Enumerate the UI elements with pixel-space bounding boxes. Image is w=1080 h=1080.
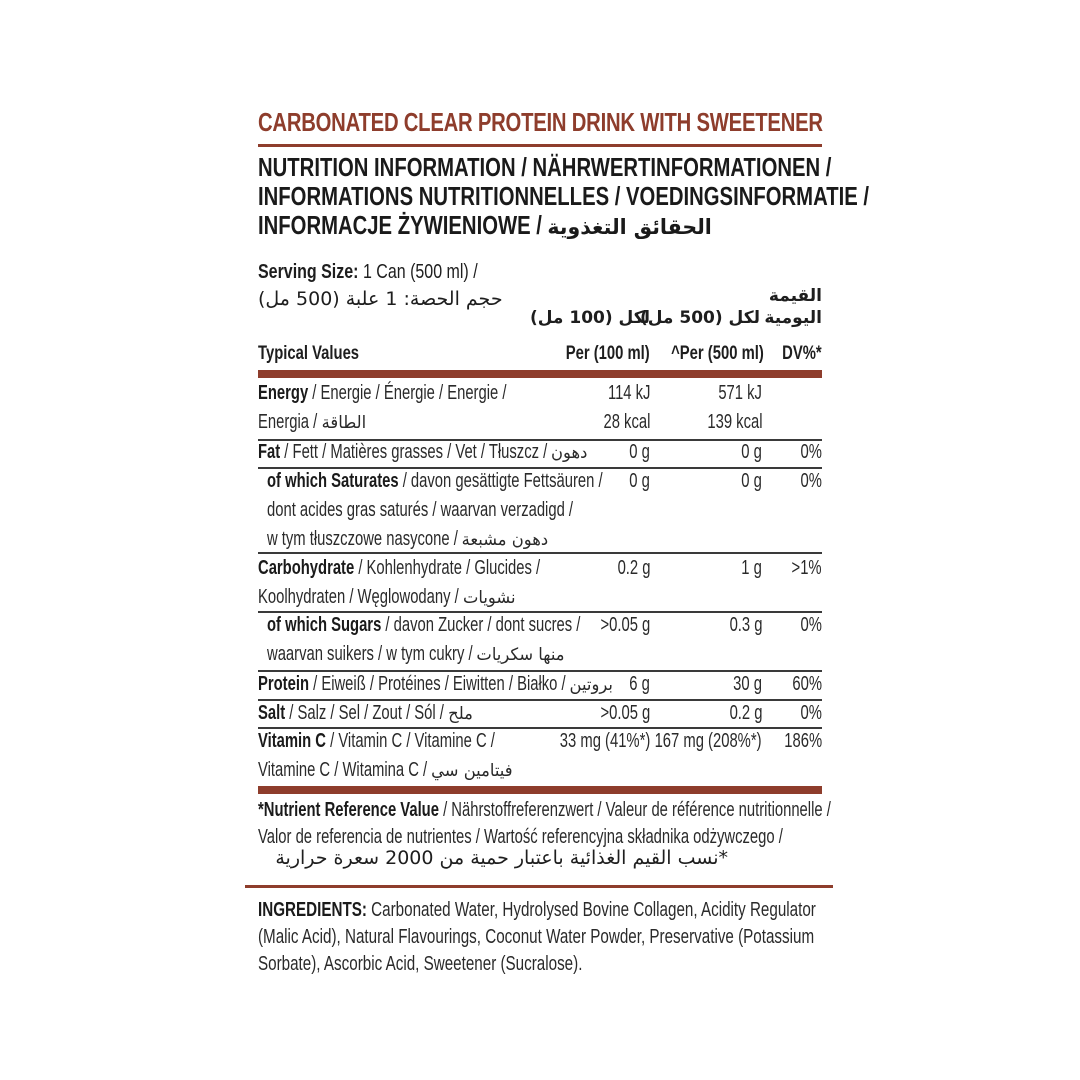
footnote-arabic: *نسب القيم الغذائية باعتبار حمية من 2000 سعرة حرارية (275, 847, 728, 869)
dv-header-arabic-1: القيمة (768, 286, 822, 306)
serving-size-arabic: حجم الحصة: 1 علبة (500 مل) (258, 288, 503, 310)
ingredients-divider (245, 885, 833, 888)
row-energy (258, 379, 506, 438)
heading-line-1: NUTRITION INFORMATION / NÄHRWERTINFORMATIONEN / (258, 152, 832, 182)
nutrition-heading (258, 152, 870, 242)
carbohydrate-translations-2: Koolhydraten / Węglowodany / (258, 586, 463, 608)
per100-header-arabic: لكل (100 مل) (529, 308, 650, 328)
dv-header-arabic-2: اليومية (764, 308, 822, 328)
footnote-translations: / Nährstoffreferenzwert / Valeur de référence nutritionnelle / (438, 799, 831, 821)
ingredients-text: Carbonated Water, Hydrolysed Bovine Collagen, Acidity Regulator (Malic Acid), Natural Flavourings, Coconut Water Powder, Preservative (Potassium Sorbate), Ascorbic Acid, Sweetener (Sucralose). (258, 899, 816, 975)
carbohydrate-label: Carbohydrate (258, 557, 355, 579)
per500-header: ^Per (500 ml) (671, 343, 764, 364)
carbohydrate-per100: 0.2 g (617, 557, 650, 579)
serving-size (258, 258, 478, 286)
salt-translations: / Salz / Sel / Zout / Sól / (285, 702, 449, 724)
salt-dv: 0% (800, 702, 822, 724)
ingredients-label: INGREDIENTS: (258, 899, 367, 921)
saturates-per500: 0 g (741, 470, 762, 492)
protein-dv: 60% (792, 673, 822, 695)
fat-per500: 0 g (741, 441, 762, 463)
vitamin-c-arabic: فيتامين سي (431, 761, 513, 781)
protein-label: Protein (258, 673, 309, 695)
sugars-per100: >0.05 g (600, 614, 650, 636)
row-salt (258, 699, 473, 729)
title-divider (258, 144, 822, 147)
saturates-dv: 0% (800, 470, 822, 492)
per500-header-arabic: لكل (500 مل) (639, 308, 760, 328)
vitamin-c-translations-2: Vitamine C / Witamina C / (258, 759, 432, 781)
energy-translations-2: Energia / (258, 411, 322, 433)
row-protein (258, 670, 614, 700)
energy-translations: / Energie / Énergie / Energie / (308, 382, 507, 404)
product-title: CARBONATED CLEAR PROTEIN DRINK WITH SWEETENER (258, 107, 823, 137)
footnote (258, 797, 831, 851)
fat-per100: 0 g (629, 441, 650, 463)
salt-per100: >0.05 g (600, 702, 650, 724)
protein-per100: 6 g (629, 673, 650, 695)
energy-label: Energy (258, 382, 309, 404)
saturates-translations-2: dont acides gras saturés / waarvan verzadigd / (267, 499, 574, 521)
fat-label: Fat (258, 441, 281, 463)
heading-line-3-latin: INFORMACJE ŻYWIENIOWE / (258, 210, 542, 240)
row-saturates (267, 467, 603, 555)
heading-line-3 (258, 211, 820, 242)
fat-translations: / Fett / Matières grasses / Vet / Tłuszcz / (280, 441, 552, 463)
heading-line-2: INFORMATIONS NUTRITIONNELLES / VOEDINGSINFORMATIE / (258, 181, 870, 211)
saturates-translations: / davon gesättigte Fettsäuren / (398, 470, 603, 492)
dv-header: DV%* (782, 343, 822, 364)
saturates-translations-3: w tym tłuszczowe nasycone / (267, 528, 462, 550)
sugars-arabic: منها سكريات (476, 645, 565, 665)
vitamin-c-dv: 186% (784, 730, 822, 752)
heading-line-3-arabic: الحقائق التغذوية (547, 215, 713, 239)
sugars-per500: 0.3 g (729, 614, 762, 636)
vitamin-c-label: Vitamin C (258, 730, 326, 752)
protein-translations: / Eiweiß / Protéines / Eiwitten / Białko / (308, 673, 570, 695)
carbohydrate-per500: 1 g (741, 557, 762, 579)
saturates-label: of which Saturates (267, 470, 399, 492)
header-bar (258, 370, 822, 378)
energy-arabic: الطاقة (321, 413, 366, 433)
saturates-arabic: دهون مشبعة (461, 530, 549, 550)
vitamin-c-translations: / Vitamin C / Vitamine C / (325, 730, 495, 752)
energy-per500-kj: 571 kJ (718, 382, 762, 404)
salt-arabic: ملح (448, 704, 473, 724)
footnote-label: *Nutrient Reference Value (258, 799, 439, 821)
carbohydrate-translations: / Kohlenhydrate / Glucides / (354, 557, 541, 579)
saturates-per100: 0 g (629, 470, 650, 492)
typical-values-header: Typical Values (258, 343, 360, 364)
per100-header: Per (100 ml) (565, 343, 650, 364)
serving-size-value: 1 Can (500 ml) / (362, 261, 478, 283)
protein-per500: 30 g (733, 673, 762, 695)
dv-header-arabic (764, 285, 822, 329)
carbohydrate-arabic: نشويات (462, 588, 516, 608)
sugars-label: of which Sugars (267, 614, 382, 636)
ingredients (258, 897, 836, 978)
row-fat (258, 438, 588, 468)
footnote-translations-2: Valor de referencia de nutrientes / Wartość referencyjna składnika odżywczego / (258, 826, 783, 848)
protein-arabic: بروتين (569, 675, 614, 695)
salt-label: Salt (258, 702, 286, 724)
row-vitamin-c (258, 727, 513, 786)
serving-size-label: Serving Size: (258, 261, 359, 283)
vitamin-c-per100: 33 mg (41%*) (559, 730, 650, 752)
energy-per100-kj: 114 kJ (607, 382, 650, 404)
salt-per500: 0.2 g (729, 702, 762, 724)
energy-per100-kcal: 28 kcal (603, 411, 650, 433)
fat-dv: 0% (800, 441, 822, 463)
row-sugars (267, 611, 580, 670)
sugars-translations: / davon Zucker / dont sucres / (381, 614, 581, 636)
vitamin-c-per500: 167 mg (208%*) (655, 730, 762, 752)
carbohydrate-dv: >1% (791, 557, 822, 579)
energy-per500-kcal: 139 kcal (706, 411, 762, 433)
footer-bar (258, 786, 822, 794)
nutrition-label (258, 105, 870, 975)
sugars-dv: 0% (800, 614, 822, 636)
sugars-translations-2: waarvan suikers / w tym cukry / (267, 643, 477, 665)
row-carbohydrate (258, 554, 540, 613)
fat-arabic: دهون (551, 443, 588, 463)
